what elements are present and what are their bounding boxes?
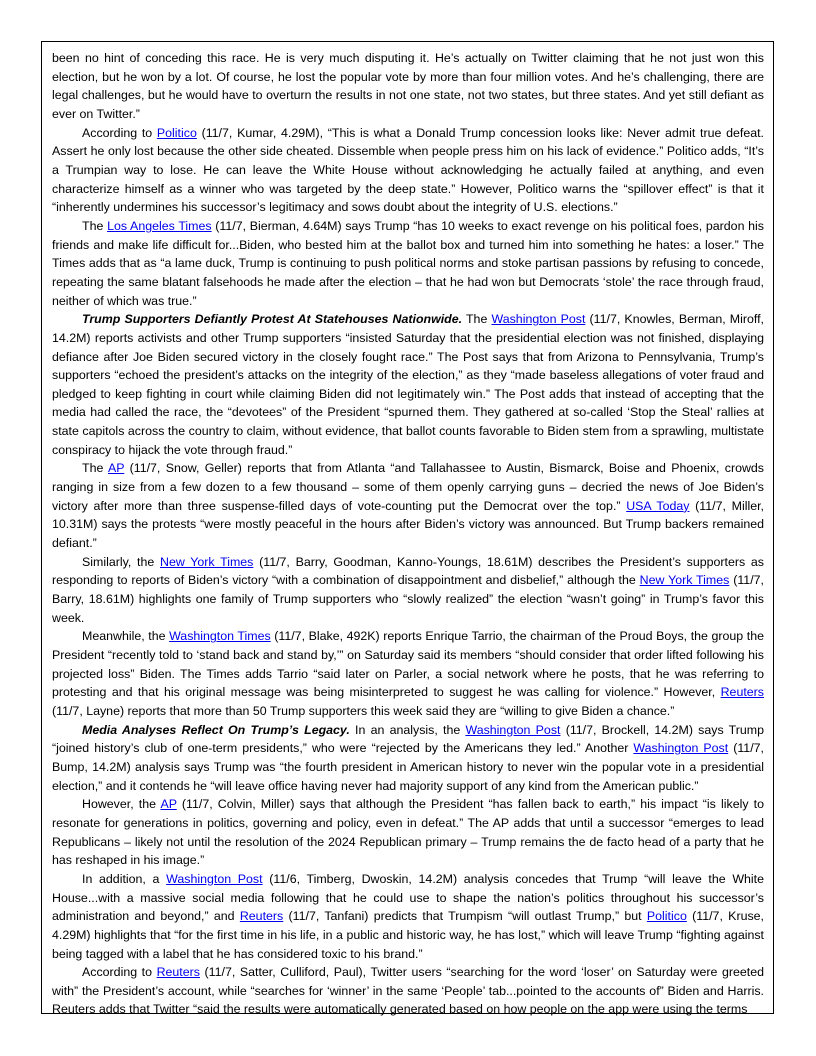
section-heading: Trump Supporters Defiantly Protest At Statehouses Nationwide. bbox=[82, 312, 463, 327]
body-text: (11/7, Satter, Culliford, Paul), Twitter users “searching for the word ‘loser’ on Saturday were greeted with” the President’s account, while “searches for ‘winner’ in the same ‘People’ tab...pointed to the accounts of” Biden and Harris. Reuters adds that Twitter “said the results were automatically generated based on how people on the app were using the terms bbox=[52, 965, 764, 1017]
paragraph bbox=[52, 721, 764, 796]
source-link[interactable]: USA Today bbox=[626, 498, 690, 513]
source-link[interactable]: New York Times bbox=[639, 573, 730, 588]
source-link[interactable]: Washington Times bbox=[169, 629, 271, 644]
body-text: (11/7, Miller, 10.31M) says the protests “were mostly peaceful in the hours after Biden’s victory was announced. But Trump backers remained defiant.” bbox=[52, 498, 764, 551]
paragraph bbox=[52, 627, 764, 720]
body-text: (11/7, Colvin, Miller) says that although the President “has fallen back to earth,” his impact “is likely to resonate for generations in politics, governing and policy, even in defeat.” The AP adds that until a successor “emerges to lead Republicans – likely not until the resolution of the 2024 Republican primary – Trump remains the de facto head of a party that he has reshaped in his image.” bbox=[52, 797, 764, 868]
body-text: In an analysis, the bbox=[349, 722, 466, 737]
source-link[interactable]: Washington Post bbox=[465, 722, 561, 737]
article-body bbox=[52, 49, 764, 1019]
source-link[interactable]: Washington Post bbox=[491, 312, 586, 327]
body-text: (11/7, Kruse, 4.29M) highlights that “for the first time in his life, in a public and historic way, he has lost,” which will leave Trump “fighting against being tagged with a label that he has considered toxic to his brand.” bbox=[52, 909, 764, 961]
source-link[interactable]: AP bbox=[107, 461, 125, 476]
paragraph bbox=[52, 963, 764, 1019]
body-text: According to bbox=[82, 125, 157, 140]
source-link[interactable]: Politico bbox=[156, 125, 197, 140]
body-text: In addition, a bbox=[82, 871, 167, 886]
paragraph bbox=[52, 553, 764, 628]
paragraph bbox=[52, 217, 764, 310]
body-text: According to bbox=[82, 965, 157, 980]
body-text: (11/7, Blake, 492K) reports Enrique Tarrio, the chairman of the Proud Boys, the group the President “recently told to ‘stand back and stand by,’” on Saturday said its members “should consider that order lifted following his projected loss” Biden. The Times adds Tarrio “said later on Parler, a social network where he posts, that he was referring to protesting and that his original message was being misinterpreted to suggest he was calling for violence.” However, bbox=[52, 629, 764, 700]
body-text: (11/7, Bump, 14.2M) analysis says Trump was “the fourth president in American history to never win the popular vote in a presidential election,” and it contends he “will leave office having never had majority support of any kind from the American public.” bbox=[52, 741, 764, 793]
paragraph bbox=[52, 310, 764, 459]
paragraph bbox=[52, 124, 764, 217]
body-text: (11/7, Brockell, 14.2M) says Trump “joined history’s club of one-term presidents,” who were “rejected by the Americans they led.” Another bbox=[52, 722, 764, 756]
body-text: (11/7, Knowles, Berman, Miroff, 14.2M) reports activists and other Trump supporters “insisted Saturday that the presidential election was not finished, displaying defiance after Joe Biden secured victory in the closely fought race.” The Post says that from Arizona to Pennsylvania, Trump’s supporters “echoed the president’s attacks on the integrity of the election,” as they “made baseless allegations of voter fraud and pledged to keep fighting in court while claiming Biden did not legitimately win.” The Post adds that instead of accepting that the media had called the race, the “devotees” of the President “spurned them. They gathered at so-called ‘Stop the Steal’ rallies at state capitols across the country to claim, without evidence, that ballot counts favorable to Biden stem from a sprawling, multistate conspiracy to hijack the vote through fraud.” bbox=[52, 312, 764, 457]
body-text: (11/7, Tanfani) predicts that Trumpism “will outlast Trump,” but bbox=[283, 909, 647, 924]
paragraph bbox=[52, 49, 764, 124]
body-text: The bbox=[82, 218, 108, 233]
body-text: Similarly, the bbox=[82, 554, 160, 569]
source-link[interactable]: New York Times bbox=[160, 554, 254, 569]
source-link[interactable]: AP bbox=[160, 797, 177, 812]
source-link[interactable]: Los Angeles Times bbox=[107, 218, 212, 233]
paragraph bbox=[52, 795, 764, 870]
source-link[interactable]: Politico bbox=[646, 909, 687, 924]
body-text: However, the bbox=[82, 797, 161, 812]
body-text: (11/7, Bierman, 4.64M) says Trump “has 10 weeks to exact revenge on his political foes, pardon his friends and make life difficult for...Biden, who bested him at the ballot box and turned him into something he hates: a loser.” The Times adds that as “a lame duck, Trump is continuing to push political norms and stoke partisan passions by refusing to concede, repeating the same blatant falsehoods he made after the election – that he had won but Democrats ‘stole’ the race through fraud, neither of which was true.” bbox=[52, 218, 764, 308]
paragraph bbox=[52, 870, 764, 963]
body-text: (11/7, Barry, Goodman, Kanno-Youngs, 18.61M) describes the President’s supporters as responding to reports of Biden’s victory “with a combination of disappointment and disbelief,” although the bbox=[52, 554, 764, 588]
body-text: (11/7, Kumar, 4.29M), “This is what a Donald Trump concession looks like: Never admit true defeat. Assert he only lost because the other side cheated. Dissemble when people press him on his lack of evidence.” Politico adds, “It’s a Trumpian way to lose. He can leave the White House without acknowledging he actually failed at anything, and even characterize himself as a winner who was targeted by the deep state.” However, Politico warns the “spillover effect” is that it “inherently undermines his successor’s legitimacy and sows doubt about the integrity of U.S. elections.” bbox=[52, 125, 764, 215]
source-link[interactable]: Washington Post bbox=[166, 871, 263, 886]
body-text: The bbox=[82, 461, 108, 476]
source-link[interactable]: Reuters bbox=[720, 685, 764, 700]
body-text: (11/7, Barry, 18.61M) highlights one family of Trump supporters who “slowly realized” the election “wasn’t going” in Trump’s favor this week. bbox=[52, 573, 764, 625]
body-text: been no hint of conceding this race. He is very much disputing it. He’s actually on Twitter claiming that he not just won this election, but he won by a lot. Of course, he lost the popular vote by more than four million votes. And he’s challenging, there are legal challenges, but he would have to overturn the results in not one state, not two states, but three states. And yet still defiant as ever on Twitter.” bbox=[52, 51, 764, 121]
body-text: (11/6, Timberg, Dwoskin, 14.2M) analysis concedes that Trump “will leave the White House...with a massive social media following that he could use to shape the nation’s politics throughout his successor’s administration and beyond,” and bbox=[52, 871, 764, 924]
body-text: (11/7, Snow, Geller) reports that from Atlanta “and Tallahassee to Austin, Bismarck, Boise and Phoenix, crowds ranging in size from a few dozen to a few thousand – some of them openly carrying guns – decried the news of Joe Biden’s victory after more than three suspense-filled days of vote-counting put the Democrat over the top.” bbox=[52, 461, 764, 513]
source-link[interactable]: Reuters bbox=[156, 965, 200, 980]
body-text: The bbox=[462, 312, 492, 327]
source-link[interactable]: Reuters bbox=[239, 909, 284, 924]
body-text: (11/7, Layne) reports that more than 50 Trump supporters this week said they are “willing to give Biden a chance.” bbox=[52, 703, 675, 718]
paragraph bbox=[52, 459, 764, 552]
body-text: Meanwhile, the bbox=[82, 629, 170, 644]
source-link[interactable]: Washington Post bbox=[633, 741, 729, 756]
section-heading: Media Analyses Reflect On Trump’s Legacy. bbox=[82, 722, 350, 737]
